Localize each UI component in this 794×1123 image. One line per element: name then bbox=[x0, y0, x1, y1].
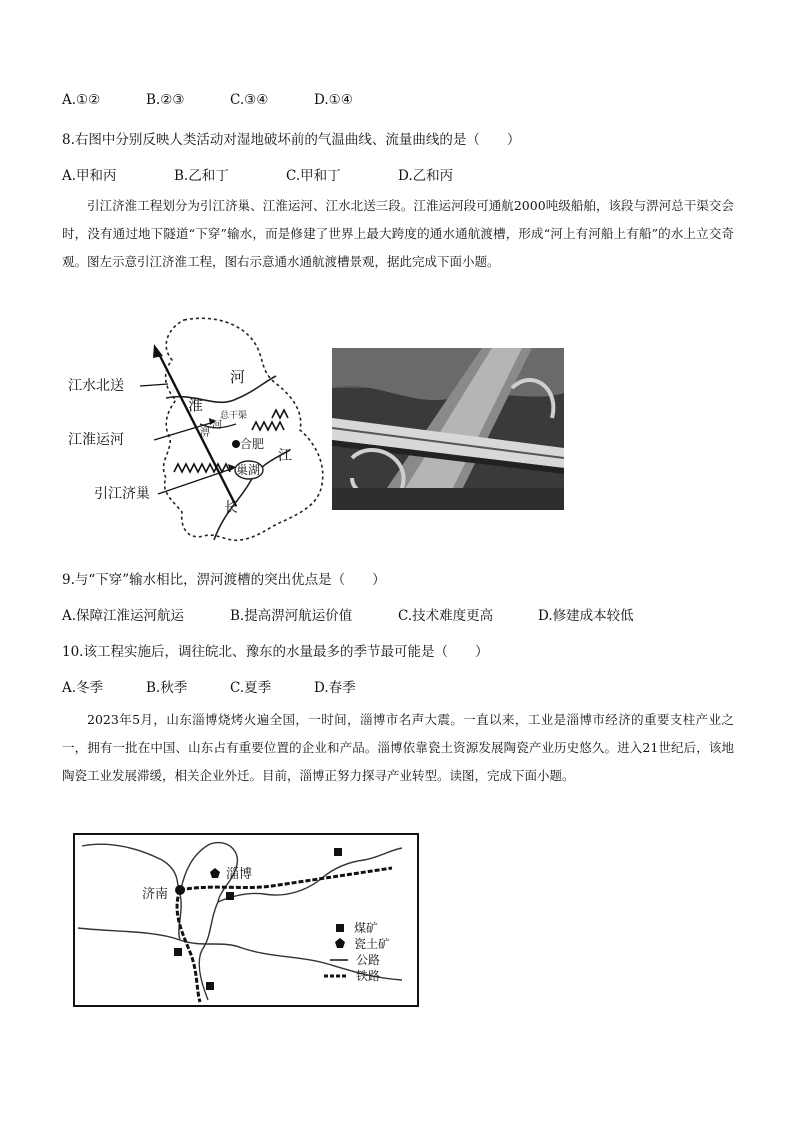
passage-yinjiang-jihuai: 引江济淮工程划分为引江济巢、江淮运河、江水北送三段。江淮运河段可通航2000吨级船舶，该段与淠河总干渠交会时，没有通过地下隧道“下穿”输水，而是修建了世界上最大跨度的通水通航渡槽，形成“河上有河船上有船”的水上立交奇观。图左示意引江济淮工程，图右示意通水通航渡槽景观，据此完成下面小题。 bbox=[62, 198, 734, 269]
legend-coal: 煤矿 bbox=[354, 921, 379, 935]
q7-option-c: C.③④ bbox=[230, 92, 269, 108]
q10-option-c: C.夏季 bbox=[230, 680, 272, 696]
route-arrowhead bbox=[153, 344, 163, 358]
label-hefei: 合肥 bbox=[240, 437, 265, 451]
zibo-label: 淄博 bbox=[226, 867, 253, 882]
q10-option-a: A.冬季 bbox=[62, 680, 104, 696]
mountains-west bbox=[174, 464, 230, 472]
q10-stem: 10.该工程实施后，调往皖北、豫东的水量最多的季节最可能是（ ） bbox=[62, 644, 489, 660]
q9-option-c: C.技术难度更高 bbox=[398, 608, 494, 624]
route-line bbox=[158, 352, 236, 506]
q8-option-c: C.甲和丁 bbox=[286, 168, 341, 184]
q10-option-b: B.秋季 bbox=[146, 680, 188, 696]
label-jiang: 江 bbox=[278, 448, 292, 464]
q7-option-a: A.①② bbox=[62, 92, 101, 108]
q9-option-b: B.提高淠河航运价值 bbox=[230, 608, 353, 624]
yinjiang-jihuai-map bbox=[64, 312, 330, 552]
coal-mine-1 bbox=[334, 848, 342, 856]
label-pi-he: 河 bbox=[212, 420, 222, 431]
leader-north bbox=[140, 384, 168, 386]
coal-mine-4 bbox=[206, 982, 214, 990]
passage-zibo: 2023年5月，山东淄博烧烤火遍全国，一时间，淄博市名声大震。一直以来，工业是淄博市经济的重要支柱产业之一，拥有一批在中国、山东占有重要位置的企业和产品。淄博依靠瓷土资源发展陶瓷产业历史悠久。进入21世纪后，该地陶瓷工业发展滞缓，相关企业外迁。目前，淄博正努力探寻产业转型。读图，完成下面小题。 bbox=[62, 712, 734, 783]
label-he: 河 bbox=[230, 368, 246, 386]
label-pi: 淠 bbox=[200, 428, 210, 439]
label-huai: 淮 bbox=[188, 396, 204, 414]
jinan-label: 济南 bbox=[142, 887, 169, 902]
q8-stem: 8.右图中分别反映人类活动对湿地破坏前的气温曲线、流量曲线的是（ ） bbox=[62, 132, 521, 148]
q9-stem: 9.与“下穿”输水相比，淠河渡槽的突出优点是（ ） bbox=[62, 572, 386, 588]
mountains-north bbox=[272, 410, 288, 418]
q9-option-a: A.保障江淮运河航运 bbox=[62, 608, 185, 624]
legend-clay: 瓷土矿 bbox=[354, 937, 391, 951]
hefei-dot bbox=[232, 440, 240, 448]
coal-mine-3 bbox=[174, 948, 182, 956]
mountains-east bbox=[252, 422, 284, 430]
aqueduct-photo bbox=[332, 348, 564, 510]
coal-mine-2 bbox=[226, 892, 234, 900]
zibo-map bbox=[72, 832, 420, 1010]
legend-coal-symbol bbox=[336, 924, 344, 932]
q7-option-b: B.②③ bbox=[146, 92, 185, 108]
label-chang: 长 bbox=[224, 500, 238, 516]
label-north: 江水北送 bbox=[68, 378, 124, 394]
label-canal: 江淮运河 bbox=[68, 432, 124, 448]
q10-option-d: D.春季 bbox=[314, 680, 356, 696]
label-south: 引江济巢 bbox=[94, 486, 150, 502]
jinan-dot bbox=[175, 885, 185, 895]
legend-rail: 铁路 bbox=[356, 969, 381, 983]
q8-option-d: D.乙和丙 bbox=[398, 168, 454, 184]
q8-option-b: B.乙和丁 bbox=[174, 168, 229, 184]
q7-option-d: D.①④ bbox=[314, 92, 353, 108]
legend-road: 公路 bbox=[356, 953, 381, 967]
label-zonggan: 总干渠 bbox=[220, 411, 248, 421]
province-boundary bbox=[164, 318, 323, 540]
q9-option-d: D.修建成本较低 bbox=[538, 608, 634, 624]
label-chaohu: 巢湖 bbox=[236, 463, 261, 477]
q8-option-a: A.甲和丙 bbox=[62, 168, 117, 184]
